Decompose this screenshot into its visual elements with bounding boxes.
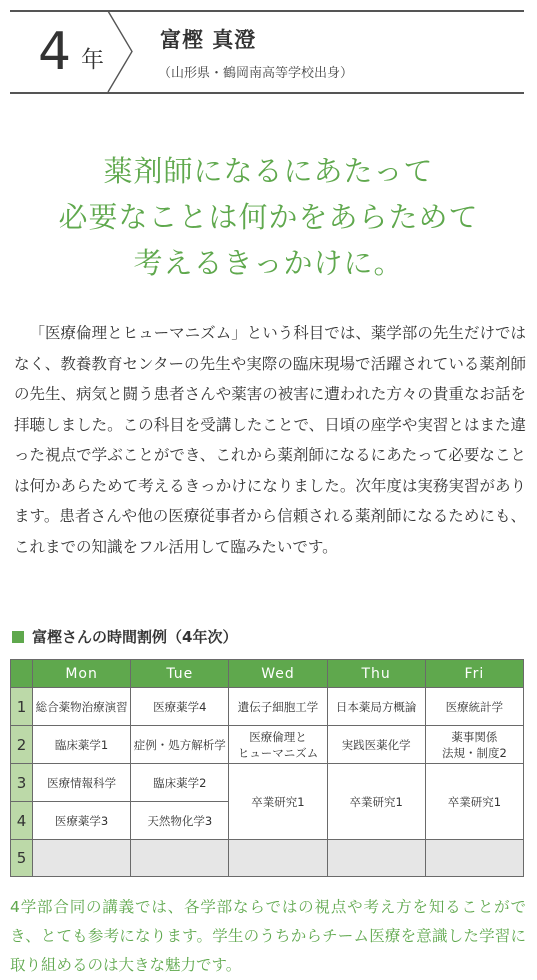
- headline-line: 考えるきっかけに。: [133, 246, 404, 280]
- timetable-corner: [11, 660, 33, 688]
- student-name: 富樫 真澄: [160, 28, 257, 52]
- class-cell-line: ヒューマニズム: [237, 745, 319, 760]
- empty-cell: [131, 840, 229, 877]
- class-cell: 医療情報科学: [33, 764, 131, 802]
- body-paragraph: 「医療倫理とヒューマニズム」という科目では、薬学部の先生だけではなく、教養教育センターの先生や実際の臨床現場で活躍されている薬剤師の先生、病気と闘う患者さんや薬害の被害に遭われた方々の貴重なお話を拝聴しました。この科目を受講したことで、日頃の座学や実習とはまた違った視点で学ぶことができ、これから薬剤師になるにあたって必要なことは何かあらためて考えるきっかけになりました。次年度は実務実習があります。患者さんや他の医療従事者から信頼される薬剤師になるためにも、これまでの知識をフル活用して臨みたいです。: [14, 324, 526, 556]
- day-header-tue: Tue: [131, 660, 229, 688]
- table-row: [11, 688, 524, 726]
- year-number: 4: [38, 22, 72, 82]
- class-cell: 総合薬物治療演習: [33, 688, 131, 726]
- chevron-divider-icon: [106, 10, 136, 93]
- body-text: [14, 318, 526, 562]
- class-cell: 遺伝子細胞工学: [229, 688, 327, 726]
- headline: [0, 148, 537, 286]
- class-cell: 臨床薬学1: [33, 726, 131, 764]
- table-row: [11, 764, 524, 802]
- timetable: [10, 659, 524, 877]
- square-bullet-icon: [12, 631, 24, 643]
- class-cell: [425, 726, 523, 764]
- class-cell-line: 薬事関係: [451, 729, 498, 744]
- period-label: 1: [11, 688, 33, 726]
- empty-cell: [33, 840, 131, 877]
- class-cell: 臨床薬学2: [131, 764, 229, 802]
- class-cell: 症例・処方解析学: [131, 726, 229, 764]
- table-row: [11, 726, 524, 764]
- day-header-fri: Fri: [425, 660, 523, 688]
- footer-note: 4学部合同の講義では、各学部ならではの視点や考え方を知ることができ、とても参考になります。学生のうちからチーム医療を意識した学習に取り組めるのは大きな魅力です。: [10, 898, 526, 974]
- year-unit: 年: [81, 47, 104, 73]
- class-cell-line: 医療倫理と: [249, 729, 307, 744]
- class-cell: 実践医薬化学: [327, 726, 425, 764]
- class-cell: [229, 726, 327, 764]
- class-cell: 日本薬局方概論: [327, 688, 425, 726]
- day-header-thu: Thu: [327, 660, 425, 688]
- day-header-mon: Mon: [33, 660, 131, 688]
- student-origin: （山形県・鶴岡南高等学校出身）: [158, 66, 354, 81]
- headline-line: 薬剤師になるにあたって: [103, 154, 434, 188]
- empty-cell: [327, 840, 425, 877]
- day-header-wed: Wed: [229, 660, 327, 688]
- class-cell: 卒業研究1: [229, 764, 327, 840]
- class-cell: 医療薬学3: [33, 802, 131, 840]
- class-cell: 医療薬学4: [131, 688, 229, 726]
- period-label: 3: [11, 764, 33, 802]
- period-label: 4: [11, 802, 33, 840]
- timetable-header-row: [11, 660, 524, 688]
- period-label: 5: [11, 840, 33, 877]
- class-cell: 卒業研究1: [327, 764, 425, 840]
- table-row: [11, 840, 524, 877]
- empty-cell: [229, 840, 327, 877]
- headline-line: 必要なことは何かをあらためて: [58, 200, 479, 234]
- empty-cell: [425, 840, 523, 877]
- period-label: 2: [11, 726, 33, 764]
- timetable-heading: [12, 626, 237, 647]
- class-cell: 天然物化学3: [131, 802, 229, 840]
- timetable-title: 富樫さんの時間割例（4年次）: [32, 628, 238, 646]
- header-bottom-rule: [10, 92, 524, 94]
- class-cell: 医療統計学: [425, 688, 523, 726]
- year-badge: [10, 10, 116, 92]
- class-cell-line: 法規・制度2: [441, 745, 507, 760]
- class-cell: 卒業研究1: [425, 764, 523, 840]
